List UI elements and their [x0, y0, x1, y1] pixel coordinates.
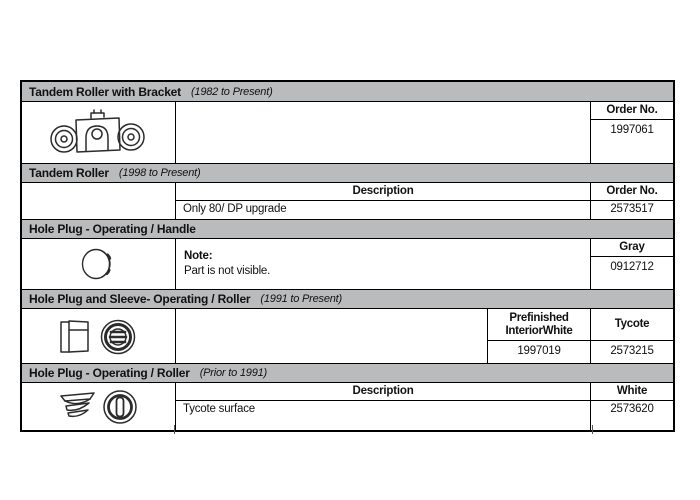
section-header-tandem-roller-with-bracket [22, 82, 673, 102]
note-cell [176, 239, 591, 289]
tycote-header [591, 309, 673, 341]
parts-table [20, 80, 675, 432]
note-block [184, 249, 270, 279]
part-image-cell [22, 383, 176, 430]
section-body-tandem-roller [22, 183, 673, 219]
section-date-range: (Prior to 1991) [199, 367, 267, 379]
order-no-header: Order No. [606, 185, 658, 197]
order-no-value: 0912712 [610, 261, 654, 273]
section-date-range: (1982 to Present) [190, 85, 273, 98]
empty-image-cell [22, 183, 176, 219]
order-no-value: 2573215 [610, 345, 654, 357]
hole-plug-icon [76, 243, 122, 285]
description-header: Description [176, 383, 591, 400]
section-header-tandem-roller [22, 163, 673, 183]
order-no-column [591, 102, 673, 163]
section-header-hole-plug-and-sleeve [22, 289, 673, 309]
section-date-range: (1998 to Present) [118, 167, 201, 179]
hole-plug-prior-1991-icon [52, 384, 146, 430]
prefinished-white-column [488, 309, 591, 363]
tycote-column [591, 309, 673, 363]
part-image-cell [22, 102, 176, 163]
header-row [176, 183, 673, 201]
order-no-value: 1997019 [517, 345, 561, 357]
section-date-range: (1991 to Present) [260, 293, 342, 305]
order-no-value: 2573620 [610, 403, 654, 415]
gray-column [591, 239, 673, 289]
scan-tick-right [592, 425, 593, 434]
header-line-1: Tycote [614, 318, 650, 330]
section-header-hole-plug-roller [22, 363, 673, 383]
part-image-cell [22, 239, 176, 289]
color-header: Gray [591, 239, 673, 257]
empty-description-cell [176, 102, 591, 163]
section-body-tandem-roller-with-bracket [22, 102, 673, 163]
description-value: Tycote surface [176, 401, 591, 430]
value-row [176, 201, 673, 219]
order-no-value: 1997061 [610, 124, 654, 136]
description-header: Description [176, 183, 591, 200]
order-no-header: Order No. [591, 102, 673, 120]
color-header: White [616, 385, 648, 397]
description-order-grid [176, 383, 673, 430]
note-label: Note: [184, 250, 213, 262]
section-title: Hole Plug - Operating / Roller [29, 366, 190, 380]
section-header-hole-plug-handle [22, 219, 673, 239]
header-row [176, 383, 673, 401]
header-line-1: Prefinished [509, 311, 569, 324]
value-row [176, 401, 673, 430]
part-image-cell [22, 309, 176, 363]
section-body-hole-plug-roller [22, 383, 673, 430]
scan-tick-left [174, 425, 175, 434]
header-line-2: InteriorWhite [505, 324, 573, 337]
section-title: Hole Plug - Operating / Handle [29, 222, 196, 236]
section-body-hole-plug-and-sleeve [22, 309, 673, 363]
tandem-roller-with-bracket-icon [43, 107, 155, 159]
section-title: Hole Plug and Sleeve- Operating / Roller [29, 292, 251, 306]
empty-description-cell [176, 309, 488, 363]
section-body-hole-plug-handle [22, 239, 673, 289]
description-value: Only 80/ DP upgrade [176, 201, 591, 219]
note-text: Part is not visible. [184, 265, 271, 277]
prefinished-white-header [488, 309, 590, 341]
section-title: Tandem Roller with Bracket [29, 84, 181, 99]
section-title: Tandem Roller [29, 166, 109, 180]
hole-plug-and-sleeve-icon [52, 310, 146, 362]
description-order-grid [176, 183, 673, 219]
order-no-value: 2573517 [610, 203, 654, 215]
